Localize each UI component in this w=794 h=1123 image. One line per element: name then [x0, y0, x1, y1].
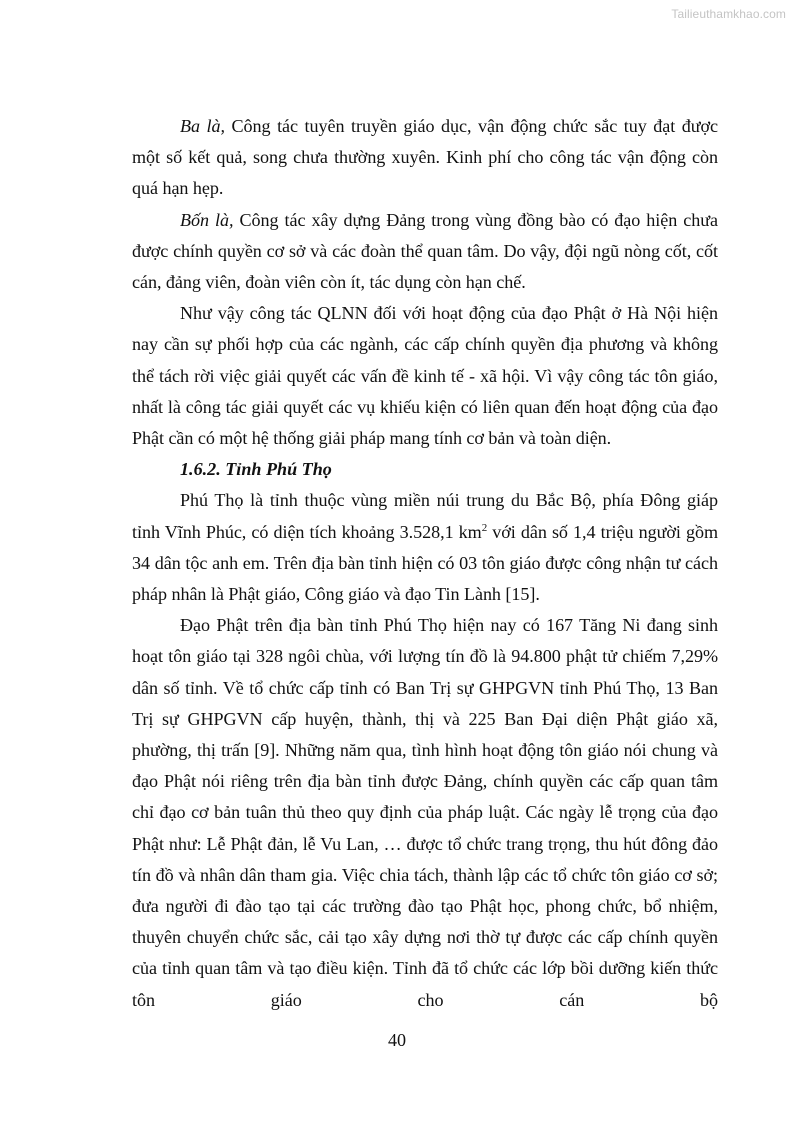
- watermark-text: Tailieuthamkhao.com: [671, 7, 786, 21]
- paragraph-lead: Bốn là,: [180, 209, 234, 230]
- paragraph-text: Công tác tuyên truyền giáo dục, vận động chức sắc tuy đạt được một số kết quả, song chưa thường xuyên. Kinh phí cho công tác vận động còn quá hạn hẹp.: [132, 116, 718, 199]
- paragraph-text: Công tác xây dựng Đảng trong vùng đồng bào có đạo hiện chưa được chính quyền cơ sở và các đoàn thể quan tâm. Do vậy, đội ngũ nòng cốt, cốt cán, đảng viên, đoàn viên còn ít, tác dụng còn hạn chế.: [132, 209, 718, 293]
- page-body: [132, 111, 718, 1016]
- paragraph-text: Phú Thọ là tỉnh thuộc vùng miền núi trung du Bắc Bộ, phía Đông giáp tỉnh Vĩnh Phúc, có diện tích khoảng 3.528,1 km: [132, 490, 718, 542]
- paragraph-phu-tho-buddhism: Đạo Phật trên địa bàn tỉnh Phú Thọ hiện nay có 167 Tăng Ni đang sinh hoạt tôn giáo tại 328 ngôi chùa, với lượng tín đồ là 94.800 phật tử chiếm 7,29% dân số tỉnh. Về tổ chức cấp tỉnh có Ban Trị sự GHPGVN tỉnh Phú Thọ, 13 Ban Trị sự GHPGVN cấp huyện, thành, thị và 225 Ban Đại diện Phật giáo xã, phường, thị trấn [9]. Những năm qua, tình hình hoạt động tôn giáo nói chung và đạo Phật nói riêng trên địa bàn tỉnh được Đảng, chính quyền các cấp quan tâm chỉ đạo cơ bản tuân thủ theo quy định của pháp luật. Các ngày lễ trọng của đạo Phật như: Lễ Phật đản, lễ Vu Lan, … được tổ chức trang trọng, thu hút đông đảo tín đồ và nhân dân tham gia. Việc chia tách, thành lập các tổ chức tôn giáo cơ sở; đưa người đi đào tạo tại các trường đào tạo Phật học, phong chức, bổ nhiệm, thuyên chuyển chức sắc, cải tạo xây dựng nơi thờ tự được các cấp chính quyền của tỉnh quan tâm và tạo điều kiện. Tỉnh đã tổ chức các lớp bồi dưỡng kiến thức tôn giáo cho cán bộ: [132, 615, 718, 1010]
- paragraph-text: với dân số 1,4 triệu người gồm 34 dân tộc anh em. Trên địa bàn tỉnh hiện có 03 tôn giáo được công nhận tư cách pháp nhân là Phật giáo, Công giáo và đạo Tin Lành [15].: [132, 521, 718, 605]
- paragraph-phu-tho-overview: [132, 485, 718, 610]
- superscript-exponent: 2: [481, 521, 488, 534]
- page-number: 40: [387, 1030, 407, 1050]
- paragraph-lead: Ba là,: [180, 116, 225, 136]
- paragraph-nhu-vay: Như vậy công tác QLNN đối với hoạt động của đạo Phật ở Hà Nội hiện nay cần sự phối hợp của các ngành, các cấp chính quyền địa phương và không thể tách rời việc giải quyết các vấn đề kinh tế - xã hội. Vì vậy công tác tôn giáo, nhất là công tác giải quyết các vụ khiếu kiện có liên quan đến hoạt động của đạo Phật cần có một hệ thống giải pháp mang tính cơ bản và toàn diện.: [132, 303, 718, 449]
- paragraph-ba-la: [132, 111, 718, 205]
- section-heading: 1.6.2. Tỉnh Phú Thọ: [180, 459, 332, 480]
- paragraph-bon-la: [132, 205, 718, 299]
